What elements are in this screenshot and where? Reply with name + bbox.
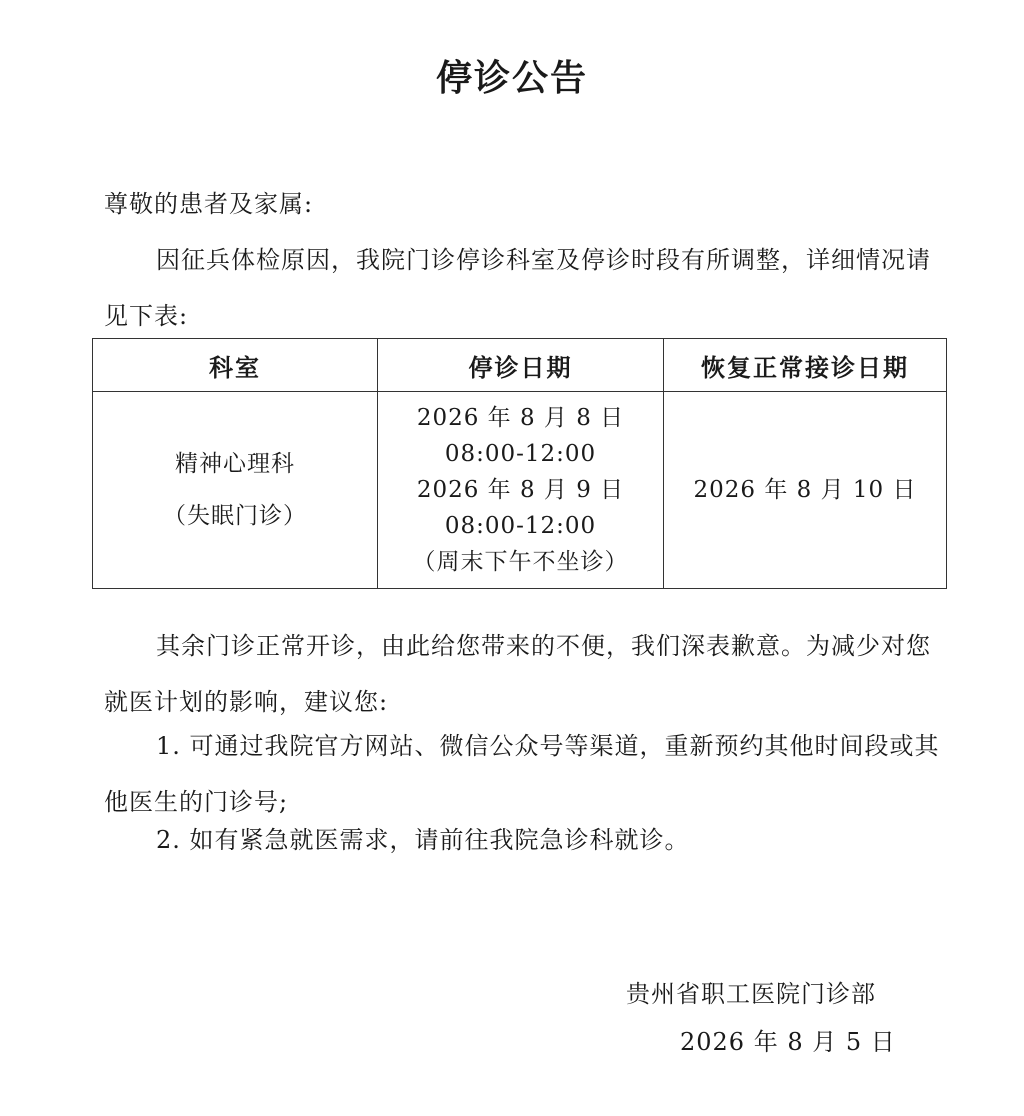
notice-title: 停诊公告 [435,57,588,99]
header-resume-date: 恢复正常接诊日期 [664,339,947,392]
signature-date: 2026 年 8 月 5 日 [680,1028,896,1056]
closure-date-1: 2026 年 8 月 8 日 [416,405,625,431]
department-cell [93,392,378,589]
header-closure-date: 停诊日期 [378,339,664,392]
department-clinic: （失眠门诊） [163,503,307,529]
closure-time-2: 08:00-12:00 [444,513,597,539]
closure-date-cell [378,392,664,589]
suggestion-1: 1. 可通过我院官方网站、微信公众号等渠道，重新预约其他时间段或其他医生的门诊号; [104,732,940,816]
greeting: 尊敬的患者及家属: [104,190,314,218]
suggestion-2: 2. 如有紧急就医需求，请前往我院急诊科就诊。 [156,826,690,854]
closure-note: （周末下午不坐诊） [412,549,629,575]
body-paragraph: 其余门诊正常开诊，由此给您带来的不便，我们深表歉意。为减少对您就医计划的影响，建议您: [104,632,931,716]
resume-date-cell [664,392,947,589]
closure-time-1: 08:00-12:00 [444,441,597,467]
header-department: 科室 [93,339,378,392]
department-name: 精神心理科 [175,451,295,477]
closure-table [92,338,947,589]
resume-date: 2026 年 8 月 10 日 [693,477,917,503]
signature-organization: 贵州省职工医院门诊部 [626,980,876,1008]
closure-date-2: 2026 年 8 月 9 日 [416,477,625,503]
intro-paragraph: 因征兵体检原因，我院门诊停诊科室及停诊时段有所调整，详细情况请见下表: [104,246,931,330]
table-header-row [93,339,947,392]
table-row [93,392,947,589]
